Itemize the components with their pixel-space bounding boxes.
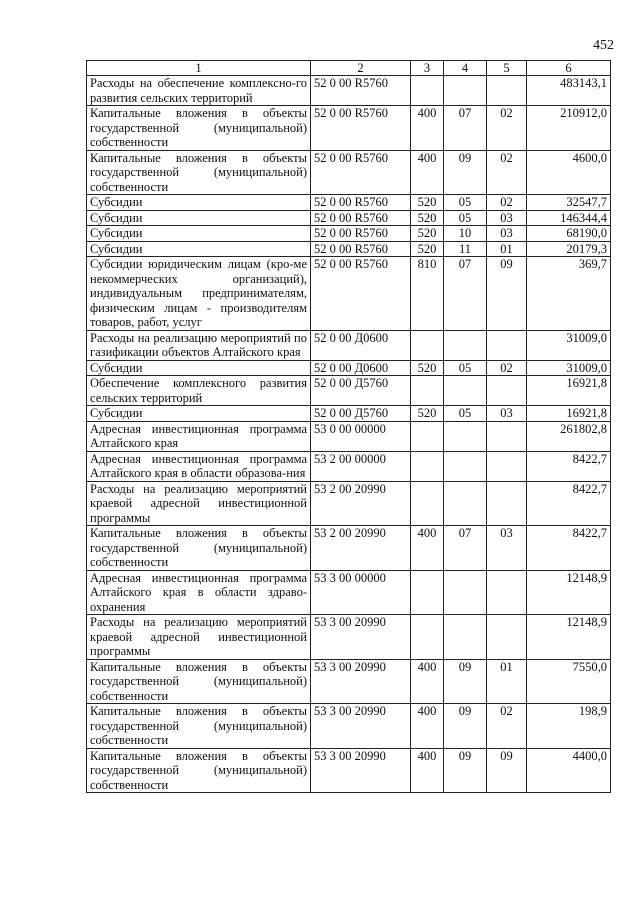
table-row: [87, 526, 611, 571]
row-code-cell: 53 2 00 20990: [311, 526, 411, 571]
row-amount-cell: 210912,0: [527, 106, 611, 151]
row-col3-cell: [411, 570, 444, 615]
table-row: [87, 257, 611, 331]
table-row: [87, 330, 611, 360]
row-amount-cell: 20179,3: [527, 241, 611, 257]
row-col3-cell: [411, 421, 444, 451]
row-col3-cell: 400: [411, 659, 444, 704]
row-col3-cell: 520: [411, 226, 444, 242]
row-col5-cell: [487, 330, 527, 360]
row-code-cell: 52 0 00 Д0600: [311, 360, 411, 376]
row-col5-cell: 02: [487, 360, 527, 376]
row-code-cell: 53 2 00 00000: [311, 451, 411, 481]
row-col3-cell: 520: [411, 360, 444, 376]
row-col4-cell: [444, 481, 487, 526]
table-header-row: [87, 61, 611, 76]
row-col3-cell: 520: [411, 210, 444, 226]
row-name-cell: Субсидии юридическим лицам (кро-ме некоммерческих организаций), индивидуальным предпринимателям, физическим лицам - производителям товаров, работ, услуг: [87, 257, 311, 331]
table-row: [87, 376, 611, 406]
row-amount-cell: 8422,7: [527, 526, 611, 571]
table-row: [87, 570, 611, 615]
table-row: [87, 360, 611, 376]
row-code-cell: 53 3 00 20990: [311, 704, 411, 749]
table-row: [87, 241, 611, 257]
table-row: [87, 421, 611, 451]
row-name-cell: Капитальные вложения в объекты государственной (муниципальной) собственности: [87, 526, 311, 571]
row-amount-cell: 146344,4: [527, 210, 611, 226]
row-col4-cell: [444, 615, 487, 660]
row-col5-cell: 03: [487, 226, 527, 242]
row-amount-cell: 12148,9: [527, 615, 611, 660]
row-col3-cell: 400: [411, 748, 444, 793]
row-amount-cell: 4600,0: [527, 150, 611, 195]
row-amount-cell: 198,9: [527, 704, 611, 749]
row-col3-cell: 520: [411, 241, 444, 257]
table-row: [87, 150, 611, 195]
row-name-cell: Капитальные вложения в объекты государственной (муниципальной) собственности: [87, 659, 311, 704]
row-col3-cell: [411, 76, 444, 106]
row-code-cell: 52 0 00 R5760: [311, 76, 411, 106]
row-col3-cell: 400: [411, 150, 444, 195]
table-row: [87, 704, 611, 749]
row-col5-cell: 01: [487, 659, 527, 704]
row-col3-cell: 400: [411, 106, 444, 151]
row-name-cell: Субсидии: [87, 360, 311, 376]
row-col3-cell: 810: [411, 257, 444, 331]
row-col4-cell: 05: [444, 406, 487, 422]
row-col5-cell: [487, 76, 527, 106]
row-name-cell: Капитальные вложения в объекты государственной (муниципальной) собственности: [87, 704, 311, 749]
table-row: [87, 748, 611, 793]
row-name-cell: Капитальные вложения в объекты государственной (муниципальной) собственности: [87, 150, 311, 195]
row-code-cell: 53 3 00 20990: [311, 748, 411, 793]
row-col5-cell: 01: [487, 241, 527, 257]
column-header-6: 6: [527, 61, 611, 76]
row-col3-cell: [411, 330, 444, 360]
row-col5-cell: 03: [487, 210, 527, 226]
row-name-cell: Капитальные вложения в объекты государственной (муниципальной) собственности: [87, 106, 311, 151]
row-col5-cell: [487, 421, 527, 451]
row-col5-cell: 02: [487, 195, 527, 211]
row-col5-cell: [487, 615, 527, 660]
row-col5-cell: 09: [487, 257, 527, 331]
row-amount-cell: 483143,1: [527, 76, 611, 106]
table-row: [87, 106, 611, 151]
column-header-4: 4: [444, 61, 487, 76]
row-col3-cell: [411, 481, 444, 526]
table-row: [87, 210, 611, 226]
row-col4-cell: 09: [444, 748, 487, 793]
row-col4-cell: [444, 421, 487, 451]
row-amount-cell: 8422,7: [527, 451, 611, 481]
row-amount-cell: 7550,0: [527, 659, 611, 704]
row-col5-cell: [487, 451, 527, 481]
row-code-cell: 52 0 00 R5760: [311, 195, 411, 211]
row-col4-cell: 07: [444, 106, 487, 151]
row-name-cell: Капитальные вложения в объекты государственной (муниципальной) собственности: [87, 748, 311, 793]
row-name-cell: Субсидии: [87, 195, 311, 211]
table-row: [87, 615, 611, 660]
row-name-cell: Расходы на реализацию мероприятий краевой адресной инвестиционной программы: [87, 481, 311, 526]
row-col5-cell: 02: [487, 106, 527, 151]
row-code-cell: 52 0 00 R5760: [311, 241, 411, 257]
row-col3-cell: 400: [411, 526, 444, 571]
row-name-cell: Адресная инвестиционная программа Алтайского края в области здраво-охранения: [87, 570, 311, 615]
column-header-2: 2: [311, 61, 411, 76]
row-col5-cell: 02: [487, 704, 527, 749]
row-col5-cell: 09: [487, 748, 527, 793]
row-col4-cell: 09: [444, 704, 487, 749]
budget-table: [86, 60, 611, 793]
row-code-cell: 52 0 00 R5760: [311, 257, 411, 331]
row-col4-cell: [444, 570, 487, 615]
row-col4-cell: [444, 330, 487, 360]
row-col3-cell: [411, 451, 444, 481]
row-name-cell: Субсидии: [87, 226, 311, 242]
row-code-cell: 52 0 00 R5760: [311, 150, 411, 195]
page-number: 452: [593, 38, 614, 53]
table-row: [87, 659, 611, 704]
row-col4-cell: 09: [444, 659, 487, 704]
row-col5-cell: 03: [487, 526, 527, 571]
row-col4-cell: [444, 376, 487, 406]
row-name-cell: Субсидии: [87, 241, 311, 257]
row-col5-cell: 03: [487, 406, 527, 422]
row-code-cell: 52 0 00 Д0600: [311, 330, 411, 360]
row-code-cell: 53 3 00 00000: [311, 570, 411, 615]
row-code-cell: 53 2 00 20990: [311, 481, 411, 526]
row-code-cell: 53 3 00 20990: [311, 615, 411, 660]
row-col4-cell: 07: [444, 257, 487, 331]
row-col3-cell: [411, 615, 444, 660]
row-amount-cell: 4400,0: [527, 748, 611, 793]
row-col4-cell: 10: [444, 226, 487, 242]
row-code-cell: 52 0 00 R5760: [311, 226, 411, 242]
row-code-cell: 52 0 00 R5760: [311, 210, 411, 226]
table-row: [87, 451, 611, 481]
row-amount-cell: 261802,8: [527, 421, 611, 451]
table-row: [87, 226, 611, 242]
row-name-cell: Расходы на обеспечение комплексно-го развития сельских территорий: [87, 76, 311, 106]
row-name-cell: Обеспечение комплексного развития сельских территорий: [87, 376, 311, 406]
row-code-cell: 52 0 00 Д5760: [311, 406, 411, 422]
table-row: [87, 406, 611, 422]
row-code-cell: 53 0 00 00000: [311, 421, 411, 451]
row-amount-cell: 16921,8: [527, 376, 611, 406]
row-col3-cell: 520: [411, 195, 444, 211]
row-code-cell: 53 3 00 20990: [311, 659, 411, 704]
row-col4-cell: [444, 76, 487, 106]
row-col5-cell: 02: [487, 150, 527, 195]
row-col3-cell: [411, 376, 444, 406]
row-amount-cell: 31009,0: [527, 330, 611, 360]
row-amount-cell: 8422,7: [527, 481, 611, 526]
row-amount-cell: 31009,0: [527, 360, 611, 376]
row-name-cell: Расходы на реализацию мероприятий по газификации объектов Алтайского края: [87, 330, 311, 360]
row-amount-cell: 32547,7: [527, 195, 611, 211]
row-col4-cell: 05: [444, 360, 487, 376]
row-name-cell: Адресная инвестиционная программа Алтайского края: [87, 421, 311, 451]
row-code-cell: 52 0 00 R5760: [311, 106, 411, 151]
row-amount-cell: 12148,9: [527, 570, 611, 615]
row-col3-cell: 520: [411, 406, 444, 422]
row-name-cell: Субсидии: [87, 210, 311, 226]
column-header-5: 5: [487, 61, 527, 76]
row-amount-cell: 369,7: [527, 257, 611, 331]
row-col4-cell: 11: [444, 241, 487, 257]
row-name-cell: Адресная инвестиционная программа Алтайского края в области образова-ния: [87, 451, 311, 481]
column-header-3: 3: [411, 61, 444, 76]
table-row: [87, 195, 611, 211]
row-col4-cell: [444, 451, 487, 481]
table-row: [87, 76, 611, 106]
table-row: [87, 481, 611, 526]
row-col4-cell: 07: [444, 526, 487, 571]
row-col5-cell: [487, 570, 527, 615]
column-header-1: 1: [87, 61, 311, 76]
row-amount-cell: 68190,0: [527, 226, 611, 242]
row-col3-cell: 400: [411, 704, 444, 749]
row-col5-cell: [487, 376, 527, 406]
row-code-cell: 52 0 00 Д5760: [311, 376, 411, 406]
row-col4-cell: 09: [444, 150, 487, 195]
row-col5-cell: [487, 481, 527, 526]
row-name-cell: Субсидии: [87, 406, 311, 422]
row-amount-cell: 16921,8: [527, 406, 611, 422]
row-col4-cell: 05: [444, 195, 487, 211]
row-col4-cell: 05: [444, 210, 487, 226]
row-name-cell: Расходы на реализацию мероприятий краевой адресной инвестиционной программы: [87, 615, 311, 660]
